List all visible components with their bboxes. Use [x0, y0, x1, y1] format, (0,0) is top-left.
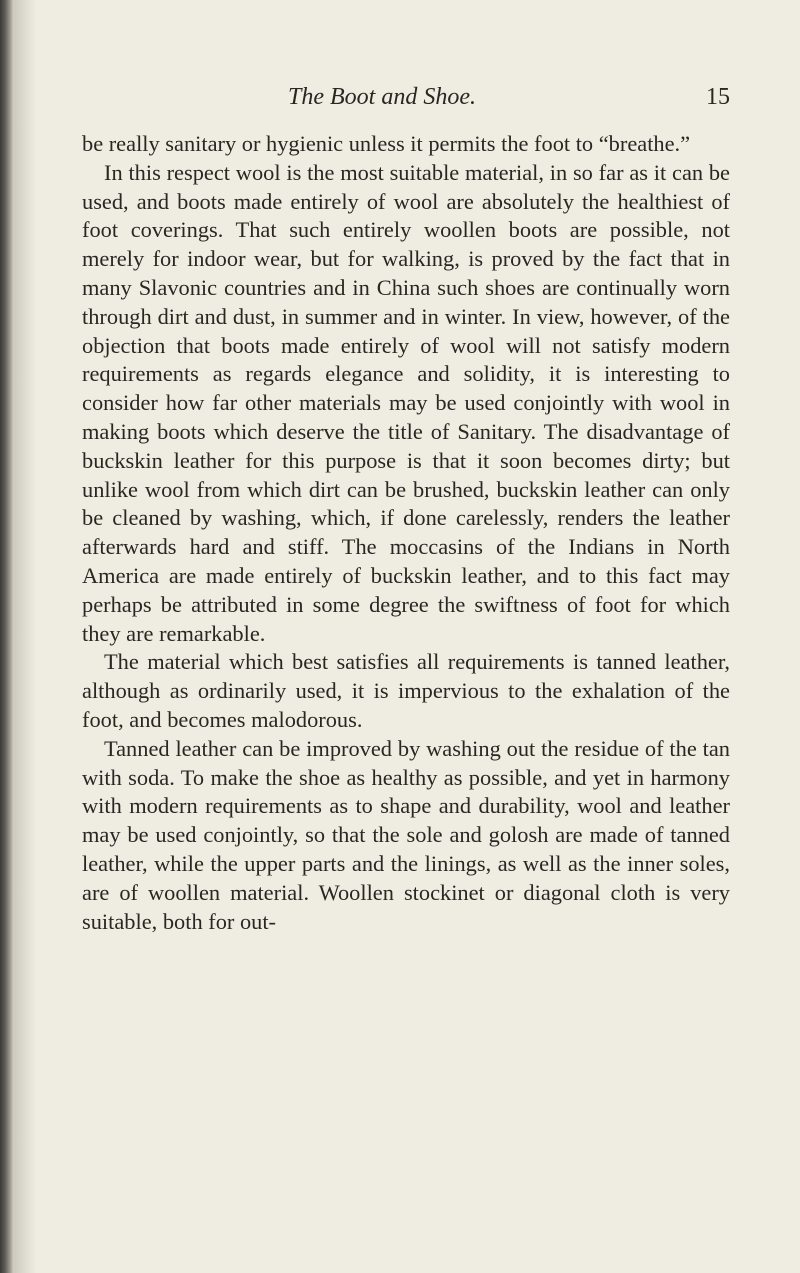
page-header [82, 84, 730, 120]
page-number: 15 [706, 84, 730, 110]
book-page [82, 84, 730, 936]
book-binding-edge [0, 0, 14, 1273]
running-title: The Boot and Shoe. [288, 84, 476, 110]
paragraph: Tanned leather can be improved by washing out the residue of the tan with soda. To make the shoe as healthy as possible, and yet in harmony with modern requirements as to shape and durability, wool and leather may be used conjointly, so that the sole and golosh are made of tanned leather, while the upper parts and the linings, as well as the inner soles, are of woollen material. Woollen stockinet or diagonal cloth is very suitable, both for out- [82, 735, 730, 934]
body-text [82, 130, 730, 936]
paragraph: The material which best satisfies all requirements is tanned leather, although as ordinarily used, it is impervious to the exhalation of the foot, and becomes malodorous. [82, 649, 730, 732]
gutter-shadow [14, 0, 36, 1273]
paragraph: be really sanitary or hygienic unless it permits the foot to “breathe.” [82, 131, 691, 156]
paragraph: In this respect wool is the most suitable material, in so far as it can be used, and boots made entirely of wool are absolutely the healthiest of foot coverings. That such entirely woollen boots are possible, not merely for indoor wear, but for walking, is proved by the fact that in many Slavonic countries and in China such shoes are continually worn through dirt and dust, in summer and in winter. In view, however, of the objection that boots made entirely of wool will not satisfy modern requirements as regards elegance and solidity, it is interesting to consider how far other materials may be used conjointly with wool in making boots which deserve the title of Sanitary. The disadvantage of buckskin leather for this purpose is that it soon becomes dirty; but unlike wool from which dirt can be brushed, buckskin leather can only be cleaned by washing, which, if done carelessly, renders the leather afterwards hard and stiff. The moccasins of the Indians in North America are made entirely of buckskin leather, and to this fact may perhaps be attributed in some degree the swiftness of foot for which they are remarkable. [82, 159, 730, 646]
